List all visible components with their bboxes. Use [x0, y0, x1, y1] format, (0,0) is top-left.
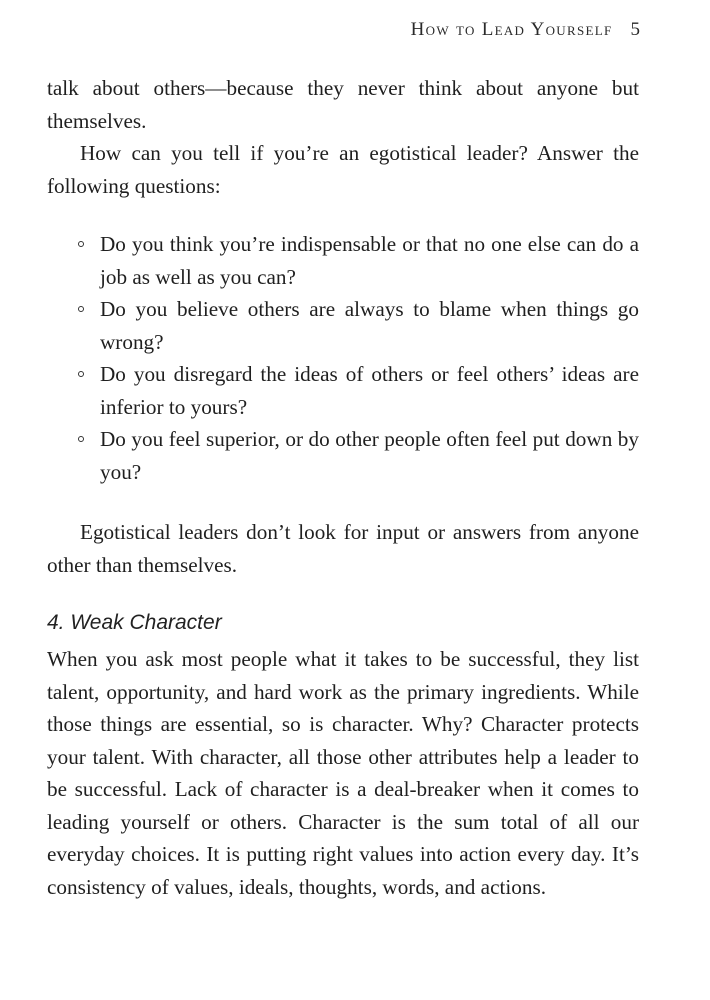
question-text: Do you feel superior, or do other people often feel put down by you?: [100, 427, 639, 484]
question-list: [47, 228, 639, 488]
list-item: [100, 358, 639, 423]
list-item: [100, 293, 639, 358]
list-item: [100, 228, 639, 293]
bullet-icon: [78, 436, 84, 442]
paragraph-continuation: talk about others—because they never think about anyone but themselves.: [47, 76, 639, 133]
running-header: [411, 19, 640, 41]
question-text: Do you disregard the ideas of others or feel others’ ideas are inferior to yours?: [100, 362, 639, 419]
section-heading: 4. Weak Character: [47, 611, 222, 634]
question-text: Do you believe others are always to blame when things go wrong?: [100, 297, 639, 354]
paragraph-egotistical-summary: Egotistical leaders don’t look for input or answers from anyone other than themselves.: [47, 520, 639, 577]
bullet-icon: [78, 306, 84, 312]
paragraph-weak-character: When you ask most people what it takes to be successful, they list talent, opportunity, and hard work as the primary ingredients. While those things are essential, so is character. Why? Character protects your talent. With character, all those other attributes help a leader to be successful. Lack of character is a deal-breaker when it comes to leading yourself or others. Character is the sum total of all our everyday choices. It is putting right values into action every day. It’s consistency of values, ideals, thoughts, words, and actions.: [47, 647, 639, 899]
page-body: [47, 72, 639, 903]
bullet-icon: [78, 371, 84, 377]
paragraph-question-intro: How can you tell if you’re an egotistical leader? Answer the following questions:: [47, 141, 639, 198]
bullet-icon: [78, 241, 84, 247]
page-number: 5: [630, 19, 640, 40]
running-title: How to Lead Yourself: [410, 19, 613, 40]
list-item: [100, 423, 639, 488]
question-text: Do you think you’re indispensable or that no one else can do a job as well as you can?: [100, 232, 639, 289]
